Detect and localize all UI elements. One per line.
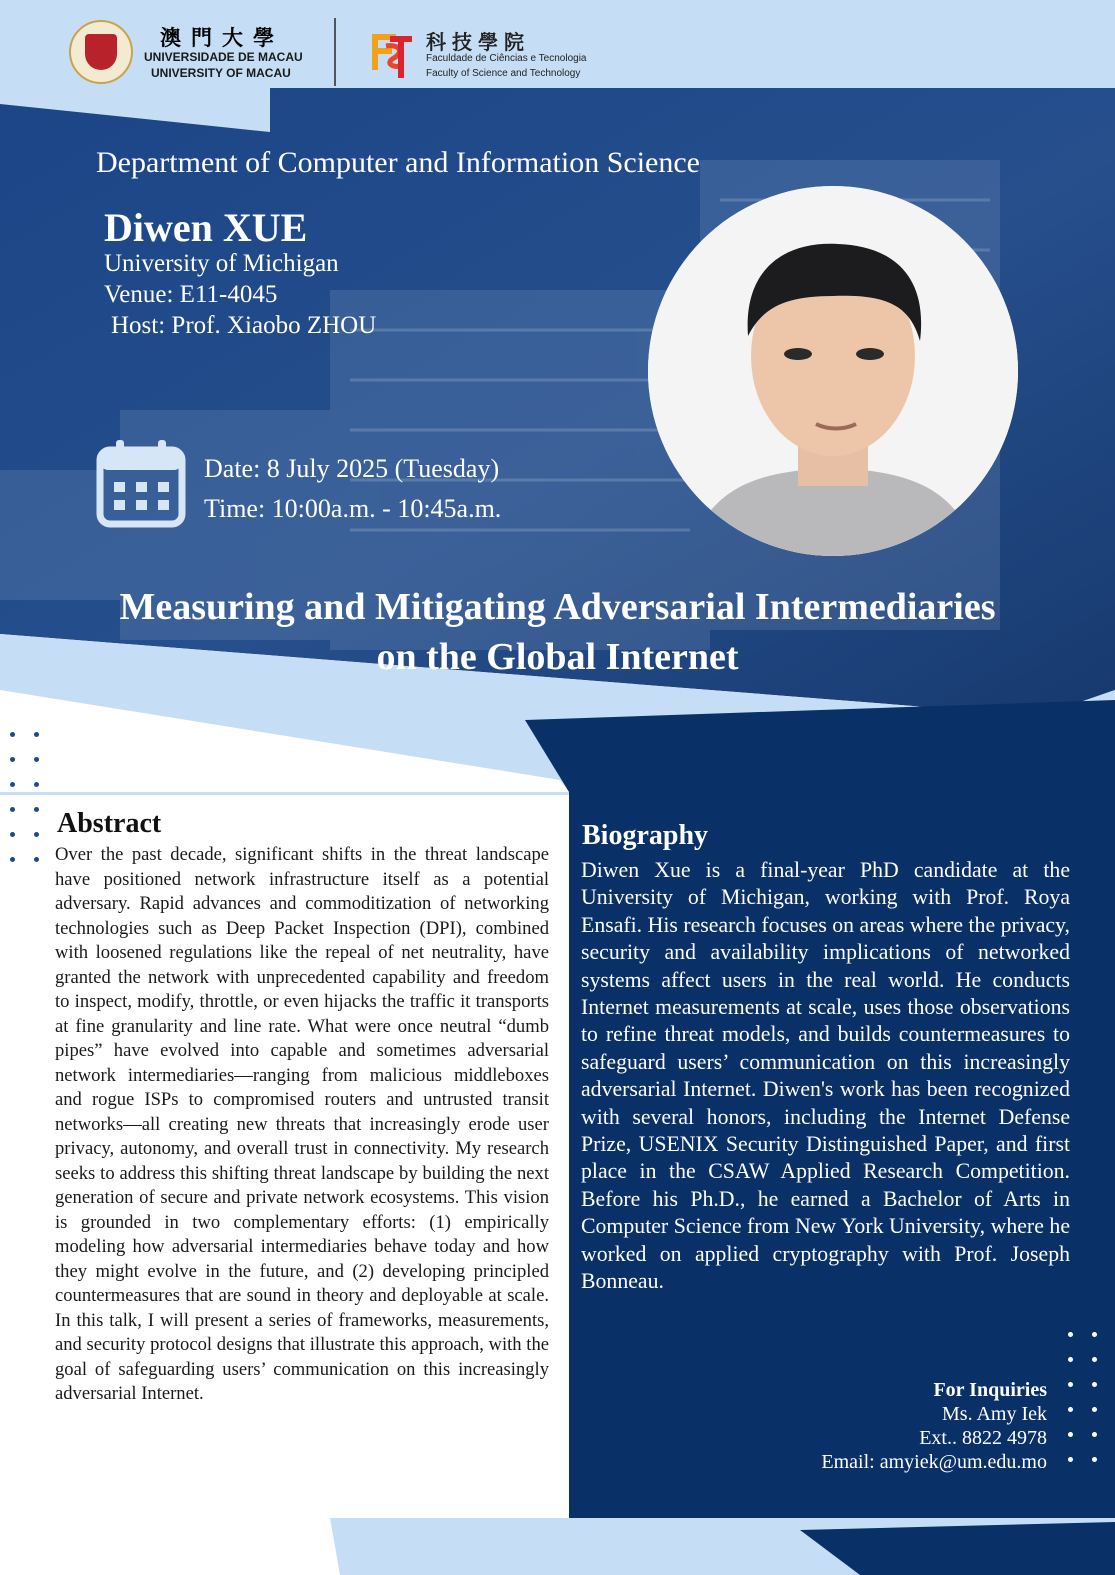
decorative-dot (1068, 1332, 1073, 1337)
inquiries-heading: For Inquiries (933, 1379, 1047, 1401)
decorative-dots-left (10, 732, 44, 864)
abstract-text: Over the past decade, significant shifts in the threat landscape have positioned network infrastructure itself as a potential adversary. Rapid advances and commoditization of networking technologies such as Deep Packet Inspection (DPI), combined with loosened regulations like the repeal of net neutrality, have granted the network with unprecedented capability and freedom to inspect, modify, throttle, or even hijacks the traffic it transports at fine granularity and line rate. What were once neutral “dumb pipes” have evolved into capable and sometimes adversarial network intermediaries—ranging from malicious middleboxes and rogue ISPs to compromised routers and untrusted transit networks—all creating new threats that increasingly erode user privacy, autonomy, and overall trust in connectivity. My research seeks to address this shifting threat landscape by building the next generation of secure and private network ecosystems. This vision is grounded in two complementary efforts: (1) empirically modeling how adversarial intermediaries behave today and how they might evolve in the future, and (2) developing principled countermeasures that are sound in theory and deployable at scale. In this talk, I will present a series of frameworks, measurements, and security protocol designs that illustrate this approach, with the goal of safeguarding users’ communication on this increasingly adversarial Internet. (55, 844, 549, 1404)
calendar-icon (96, 440, 186, 528)
venue-line: Venue: E11-4045 (104, 281, 278, 308)
seal-shield-icon (85, 34, 117, 70)
university-seal-logo (69, 20, 133, 84)
decorative-dot (34, 732, 39, 737)
decorative-dot (34, 807, 39, 812)
decorative-dot (1068, 1407, 1073, 1412)
decorative-dot (1068, 1357, 1073, 1362)
inquiries-block (760, 1378, 1047, 1474)
decorative-dot (10, 732, 15, 737)
fst-name-chinese: 科技學院 (426, 30, 530, 54)
decorative-dot (1068, 1382, 1073, 1387)
decorative-dot (10, 857, 15, 862)
decorative-dot (1092, 1357, 1097, 1362)
decorative-dot (10, 807, 15, 812)
biography-text: Diwen Xue is a final-year PhD candidate at the University of Michigan, working with Prof. Roya Ensafi. His research focuses on areas where the privacy, security and availability implications of networked systems affect users in the real world. He conducts Internet measurements at scale, uses those observations to refine threat models, and builds countermeasures to safeguard users’ communication on this increasingly adversarial Internet. Diwen's work has been recognized with several honors, including the Internet Defense Prize, USENIX Security Distinguished Paper, and first place in the CSAW Applied Research Competition. Before his Ph.D., he earned a Bachelor of Arts in Computer Science from New York University, where he worked on applied cryptography with Prof. Joseph Bonneau. (581, 858, 1070, 1294)
event-time: Time: 10:00a.m. - 10:45a.m. (204, 494, 502, 523)
biography-heading: Biography (582, 820, 709, 851)
um-name-portuguese: UNIVERSIDADE DE MACAU (144, 50, 303, 64)
talk-title-line-1: Measuring and Mitigating Adversarial Intermediaries (119, 586, 996, 628)
um-name-chinese: 澳門大學 (160, 25, 284, 50)
decorative-dot (34, 757, 39, 762)
decorative-dot (34, 832, 39, 837)
inquiries-extension: Ext.. 8822 4978 (919, 1427, 1047, 1449)
decorative-dot (10, 757, 15, 762)
talk-title-line-2: on the Global Internet (376, 636, 739, 678)
host-line: Host: Prof. Xiaobo ZHOU (111, 312, 377, 339)
speaker-photo (648, 186, 1018, 556)
speaker-name: Diwen XUE (104, 205, 308, 250)
decorative-dot (10, 832, 15, 837)
inquiries-email[interactable]: Email: amyiek@um.edu.mo (821, 1451, 1047, 1473)
decorative-dot (1068, 1432, 1073, 1437)
um-name-english: UNIVERSITY OF MACAU (151, 66, 291, 80)
decorative-dot (34, 782, 39, 787)
event-date: Date: 8 July 2025 (Tuesday) (204, 454, 500, 483)
decorative-dot (1092, 1457, 1097, 1462)
department-name: Department of Computer and Information Science (96, 146, 700, 179)
decorative-dot (1068, 1457, 1073, 1462)
decorative-dot (1092, 1382, 1097, 1387)
fst-logo (366, 26, 414, 82)
fst-name-portuguese: Faculdade de Ciências e Tecnologia (426, 53, 587, 64)
decorative-dot (1092, 1332, 1097, 1337)
inquiries-contact-name: Ms. Amy Iek (942, 1403, 1047, 1425)
decorative-dot (1092, 1432, 1097, 1437)
decorative-dot (34, 857, 39, 862)
talk-title (0, 582, 1115, 682)
decorative-dots-right (1068, 1332, 1102, 1468)
decorative-dot (10, 782, 15, 787)
decorative-dot (1092, 1407, 1097, 1412)
speaker-affiliation: University of Michigan (104, 250, 339, 277)
fst-name-english: Faculty of Science and Technology (426, 68, 581, 79)
abstract-heading: Abstract (57, 808, 162, 839)
header-divider (334, 18, 336, 86)
